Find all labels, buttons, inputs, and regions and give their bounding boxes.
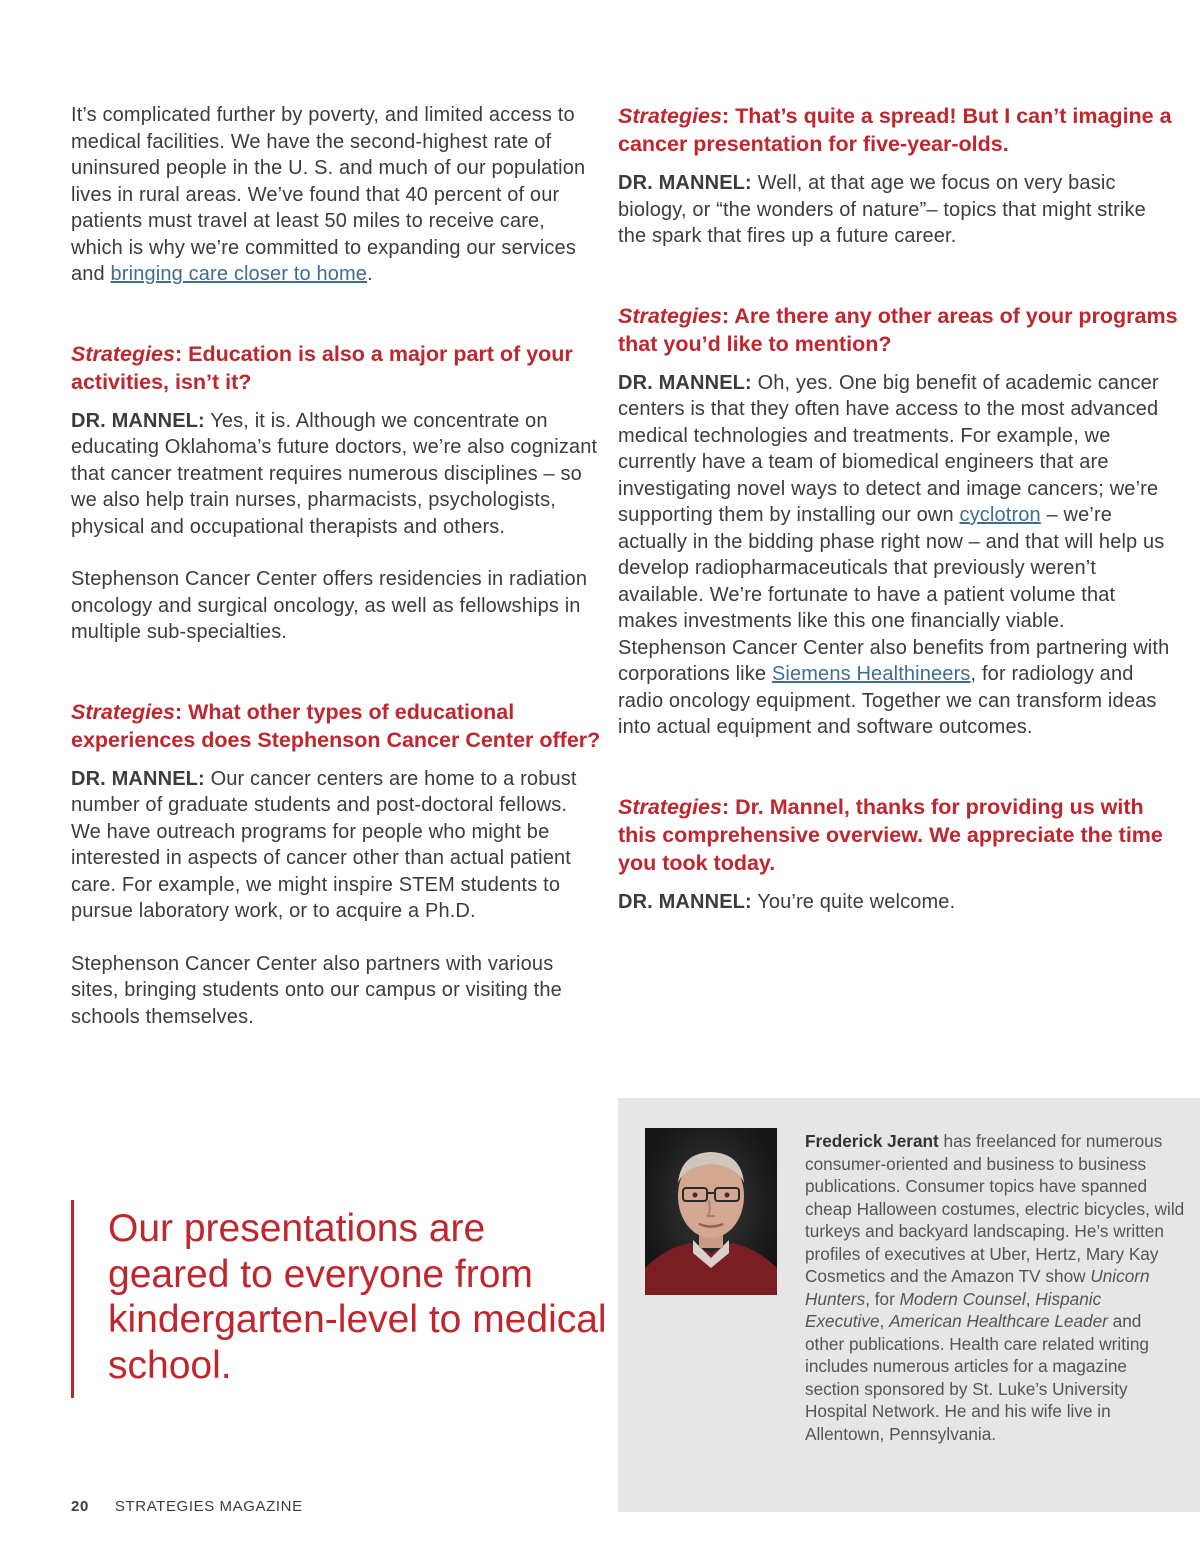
author-bio-text bbox=[805, 1130, 1185, 1445]
bio-publication-2: Hispanic Executive bbox=[805, 1288, 1102, 1331]
answer-text: Yes, it is. Although we concentrate on educating Oklahoma’s future doctors, we’re also cognizant that cancer treatment requires numerous disciplines – so we also help train nurses, pharmacists, psychologists, physical and occupational therapists and others. bbox=[71, 409, 598, 538]
question-education bbox=[71, 340, 601, 396]
page-footer bbox=[71, 1498, 303, 1515]
answer-partners: Stephenson Cancer Center also partners with various sites, bringing students onto our campus or visiting the schools themselves. bbox=[71, 952, 562, 1028]
author-photo bbox=[645, 1128, 777, 1295]
question-text: : Education is also a major part of your activities, isn’t it? bbox=[71, 341, 573, 394]
bio-show-title: Unicorn Hunters bbox=[805, 1266, 1150, 1309]
question-thanks bbox=[618, 793, 1178, 877]
answer-text-continued: – we’re actually in the bidding phase right now – and that will help us develop radiopharmaceuticals that previously weren’t available. We’re fortunate to have a patient volume that makes investments like this one financially viable. Stephenson Cancer Center also benefits from partnering with corporations like bbox=[618, 504, 1170, 685]
bio-text-4: , bbox=[879, 1311, 890, 1331]
bio-text-5: and other publications. Health care related writing includes numerous articles for a magazine section sponsored by St. Luke’s University Hospital Network. He and his wife live in Allentown, Pennsylvania. bbox=[805, 1311, 1149, 1444]
pull-quote-text: Our presentations are geared to everyone from kindergarten-level to medical school. bbox=[108, 1207, 607, 1387]
speaker-label: DR. MANNEL: bbox=[71, 409, 205, 432]
intro-text: It’s complicated further by poverty, and limited access to medical facilities. We have the second-highest rate of uninsured people in the U. S. and much of our population lives in rural areas. We’ve found that 40 percent of our patients must travel at least 50 miles to receive care, which is why we’re committed to expanding our services and bbox=[71, 104, 586, 285]
left-column bbox=[71, 102, 601, 1030]
answer-text: Oh, yes. One big benefit of academic cancer centers is that they often have access to the most advanced medical technologies and treatments. For example, we currently have a team of biomedical engineers that are investigating novel ways to detect and image cancers; we’re supporting them by installing our own bbox=[618, 371, 1159, 526]
answer-text-end: , for radiology and radio oncology equipment. Together we can transform ideas into actual equipment and software outcomes. bbox=[618, 663, 1157, 738]
question-other-areas bbox=[618, 302, 1178, 358]
bio-text-3: , bbox=[1025, 1288, 1036, 1309]
answer-other-areas bbox=[618, 370, 1178, 741]
bio-text-1: has freelanced for numerous consumer-oriented and business to business publications. Consumer topics have spanned cheap Halloween costumes, electric bicycles, wild turkeys and backyard landscaping. He’s written profiles of executives at Uber, Hertz, Mary Kay Cosmetics and the Amazon TV show bbox=[805, 1131, 1185, 1286]
answer-education bbox=[71, 408, 601, 541]
answer-thanks bbox=[618, 889, 1178, 916]
speaker-label: DR. MANNEL: bbox=[71, 767, 205, 790]
question-text: : Dr. Mannel, thanks for providing us with this comprehensive overview. We appreciate the time you took today. bbox=[618, 794, 1163, 875]
siemens-healthineers-link[interactable]: Siemens Healthineers bbox=[771, 663, 971, 685]
question-text: : Are there any other areas of your programs that you’d like to mention? bbox=[618, 303, 1178, 356]
author-name: Frederick Jerant bbox=[805, 1131, 939, 1151]
cyclotron-link[interactable]: cyclotron bbox=[959, 504, 1041, 526]
answer-residencies: Stephenson Cancer Center offers residencies in radiation oncology and surgical oncology, as well as fellowships in multiple sub-specialties. bbox=[71, 568, 588, 643]
strategies-label: Strategies bbox=[71, 699, 175, 724]
bio-publication-3: American Healthcare Leader bbox=[889, 1311, 1108, 1331]
page-number: 20 bbox=[71, 1498, 89, 1515]
strategies-label: Strategies bbox=[618, 794, 722, 819]
answer-text: Our cancer centers are home to a robust number of graduate students and post-doctoral fellows. We have outreach programs for people who might be interested in aspects of cancer other than actual patient care. For example, we might inspire STEM students to pursue laboratory work, or to acquire a Ph.D. bbox=[71, 767, 577, 922]
question-text: : What other types of educational experiences does Stephenson Cancer Center offer? bbox=[71, 699, 601, 752]
speaker-label: DR. MANNEL: bbox=[618, 371, 752, 394]
answer-text: Well, at that age we focus on very basic biology, or “the wonders of nature”– topics that might strike the spark that fires up a future career. bbox=[618, 172, 1146, 247]
pull-quote bbox=[71, 1200, 607, 1398]
intro-end: . bbox=[367, 263, 373, 285]
speaker-label: DR. MANNEL: bbox=[618, 890, 752, 913]
question-spread bbox=[618, 102, 1178, 158]
question-text: : That’s quite a spread! But I can’t imagine a cancer presentation for five-year-olds. bbox=[618, 104, 1172, 156]
bio-publication-1: Modern Counsel bbox=[899, 1288, 1026, 1309]
strategies-label: Strategies bbox=[618, 303, 722, 328]
bringing-care-closer-link[interactable]: bringing care closer to home bbox=[110, 263, 368, 285]
bio-text-2: , for bbox=[865, 1288, 900, 1309]
author-portrait-icon bbox=[645, 1128, 777, 1295]
magazine-name: STRATEGIES MAGAZINE bbox=[114, 1498, 303, 1515]
intro-paragraph bbox=[71, 102, 601, 288]
speaker-label: DR. MANNEL: bbox=[618, 172, 752, 194]
strategies-label: Strategies bbox=[71, 341, 175, 366]
answer-spread bbox=[618, 170, 1178, 250]
author-bio-box bbox=[618, 1098, 1200, 1512]
question-educational-experiences bbox=[71, 698, 601, 754]
strategies-label: Strategies bbox=[618, 104, 722, 128]
answer-educational-experiences bbox=[71, 766, 601, 925]
answer-text: You’re quite welcome. bbox=[751, 890, 956, 913]
right-column bbox=[618, 102, 1178, 915]
